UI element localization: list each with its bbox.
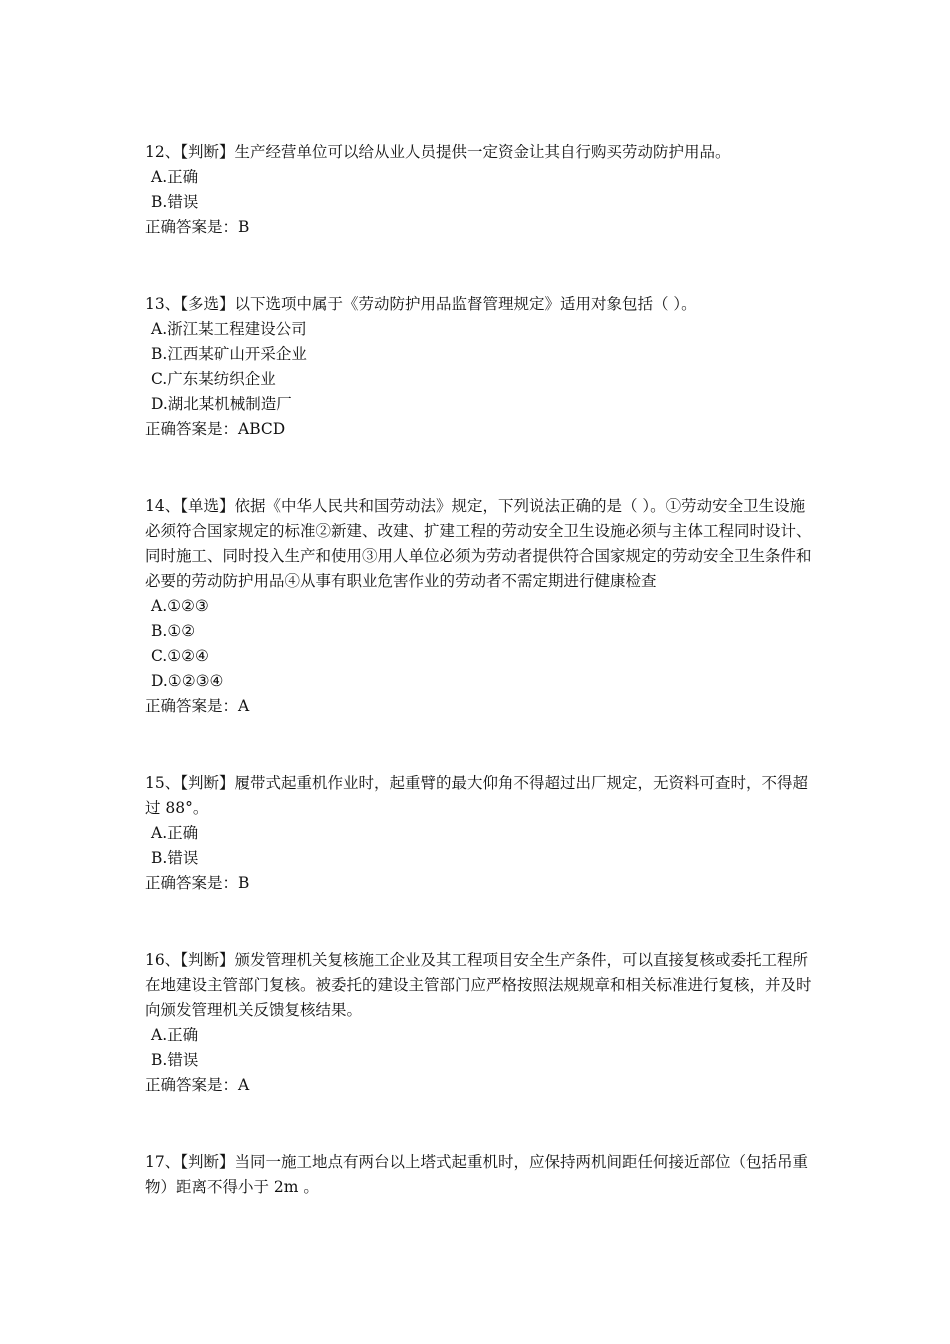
question-12 <box>145 140 815 240</box>
correct-answer: 正确答案是：A <box>145 1076 250 1094</box>
correct-answer: 正确答案是：B <box>145 218 250 236</box>
question-14 <box>145 494 815 719</box>
question-16 <box>145 948 815 1098</box>
option-b: B.错误 <box>151 849 199 867</box>
option-b: B.错误 <box>151 193 199 211</box>
question-stem: 15、【判断】履带式起重机作业时，起重臂的最大仰角不得超过出厂规定，无资料可查时，不得超过 88°。 <box>145 774 808 817</box>
question-stem: 12、【判断】生产经营单位可以给从业人员提供一定资金让其自行购买劳动防护用品。 <box>145 143 731 161</box>
option-a: A.正确 <box>151 1026 199 1044</box>
option-d: D.湖北某机械制造厂 <box>151 395 292 413</box>
option-b: B.错误 <box>151 1051 199 1069</box>
question-17 <box>145 1150 815 1200</box>
option-c: C.①②④ <box>151 647 209 665</box>
question-stem: 16、【判断】颁发管理机关复核施工企业及其工程项目安全生产条件，可以直接复核或委托工程所在地建设主管部门复核。被委托的建设主管部门应严格按照法规规章和相关标准进行复核，并及时向颁发管理机关反馈复核结果。 <box>145 951 812 1019</box>
option-d: D.①②③④ <box>151 672 224 690</box>
option-b: B.①② <box>151 622 196 640</box>
option-c: C.广东某纺织企业 <box>151 370 276 388</box>
question-15 <box>145 771 815 896</box>
correct-answer: 正确答案是：ABCD <box>145 420 286 438</box>
correct-answer: 正确答案是：B <box>145 874 250 892</box>
question-stem: 13、【多选】以下选项中属于《劳动防护用品监督管理规定》适用对象包括（ ）。 <box>145 295 697 313</box>
question-stem: 14、【单选】依据《中华人民共和国劳动法》规定，下列说法正确的是（ ）。①劳动安全卫生设施必须符合国家规定的标准②新建、改建、扩建工程的劳动安全卫生设施必须与主体工程同时设计、同时施工、同时投入生产和使用③用人单位必须为劳动者提供符合国家规定的劳动安全卫生条件和必要的劳动防护用品④从事有职业危害作业的劳动者不需定期进行健康检查 <box>145 497 812 590</box>
question-stem: 17、【判断】当同一施工地点有两台以上塔式起重机时，应保持两机间距任何接近部位（包括吊重物）距离不得小于 2m 。 <box>145 1153 808 1196</box>
question-13 <box>145 292 815 442</box>
option-a: A.正确 <box>151 824 199 842</box>
option-a: A.①②③ <box>151 597 209 615</box>
option-a: A.正确 <box>151 168 199 186</box>
document-page <box>145 140 815 1252</box>
correct-answer: 正确答案是：A <box>145 697 250 715</box>
option-b: B.江西某矿山开采企业 <box>151 345 307 363</box>
option-a: A.浙江某工程建设公司 <box>151 320 307 338</box>
